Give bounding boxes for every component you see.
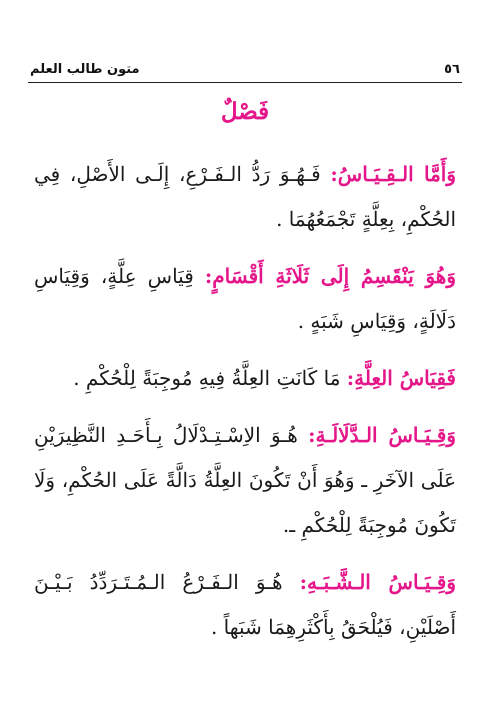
paragraph-qiyas-illah <box>34 356 456 401</box>
book-title: متون طالب العلم <box>30 61 140 77</box>
term-heading: فَقِيَاسُ العِلَّةِ: <box>346 366 456 390</box>
paragraph-text: فَـهُـوَ رَدُّ الـفَـرْعِ، إِلَـى الأَصْلِ، فِي الحُكْمِ، بِعِلَّةٍ تَجْمَعُهُمَا . <box>34 162 456 231</box>
term-heading: وَقِـيَـاسُ الـشَّـبَـهِ: <box>299 570 457 594</box>
paragraph-qiyas-divisions <box>34 254 456 344</box>
paragraph-text: هُـوَ الـفَـرْعُ الـمُـتَـرَدِّدُ بَـيْـنَ أَصْلَيْنِ، فَيُلْحَقُ بِأَكْثَرِهِمَا شَبَهاً . <box>34 570 456 639</box>
body-text <box>34 152 456 662</box>
paragraph-text: هُـوَ الاِسْـتِـدْلَالُ بِـأَحَـدِ النَّظِيرَيْنِ عَلَى الآخَرِ ـ وَهُوَ أَنْ تَكُونَ العِلَّةُ دَالَّةً عَلَى الحُكْمِ، وَلَا تَكُونَ مُوجِبَةً لِلْحُكْمِ ـ. <box>34 423 456 537</box>
section-title: فَصْلٌ <box>220 98 270 125</box>
term-heading: وَقِـيَـاسُ الـدَّلَالَـةِ: <box>308 423 456 447</box>
paragraph-text: مَا كَانَتِ العِلَّةُ فِيهِ مُوجِبَةً لِلْحُكْمِ . <box>73 366 347 390</box>
page-number: ٥٦ <box>444 61 460 77</box>
running-header <box>30 58 460 80</box>
paragraph-qiyas-dalalah <box>34 413 456 548</box>
paragraph-qiyas-definition <box>34 152 456 242</box>
term-heading: وَأَمَّا الـقِـيَـاسُ: <box>330 162 456 186</box>
header-divider <box>28 82 462 83</box>
paragraph-text: قِيَاسِ عِلَّةٍ، وَقِيَاسِ دَلَالَةٍ، وَقِيَاسِ شَبَهٍ . <box>34 264 456 333</box>
paragraph-qiyas-shabah <box>34 560 456 650</box>
term-heading: وَهُوَ يَنْقَسِمُ إِلَى ثَلَاثَةِ أَقْسَامٍ: <box>204 264 456 288</box>
